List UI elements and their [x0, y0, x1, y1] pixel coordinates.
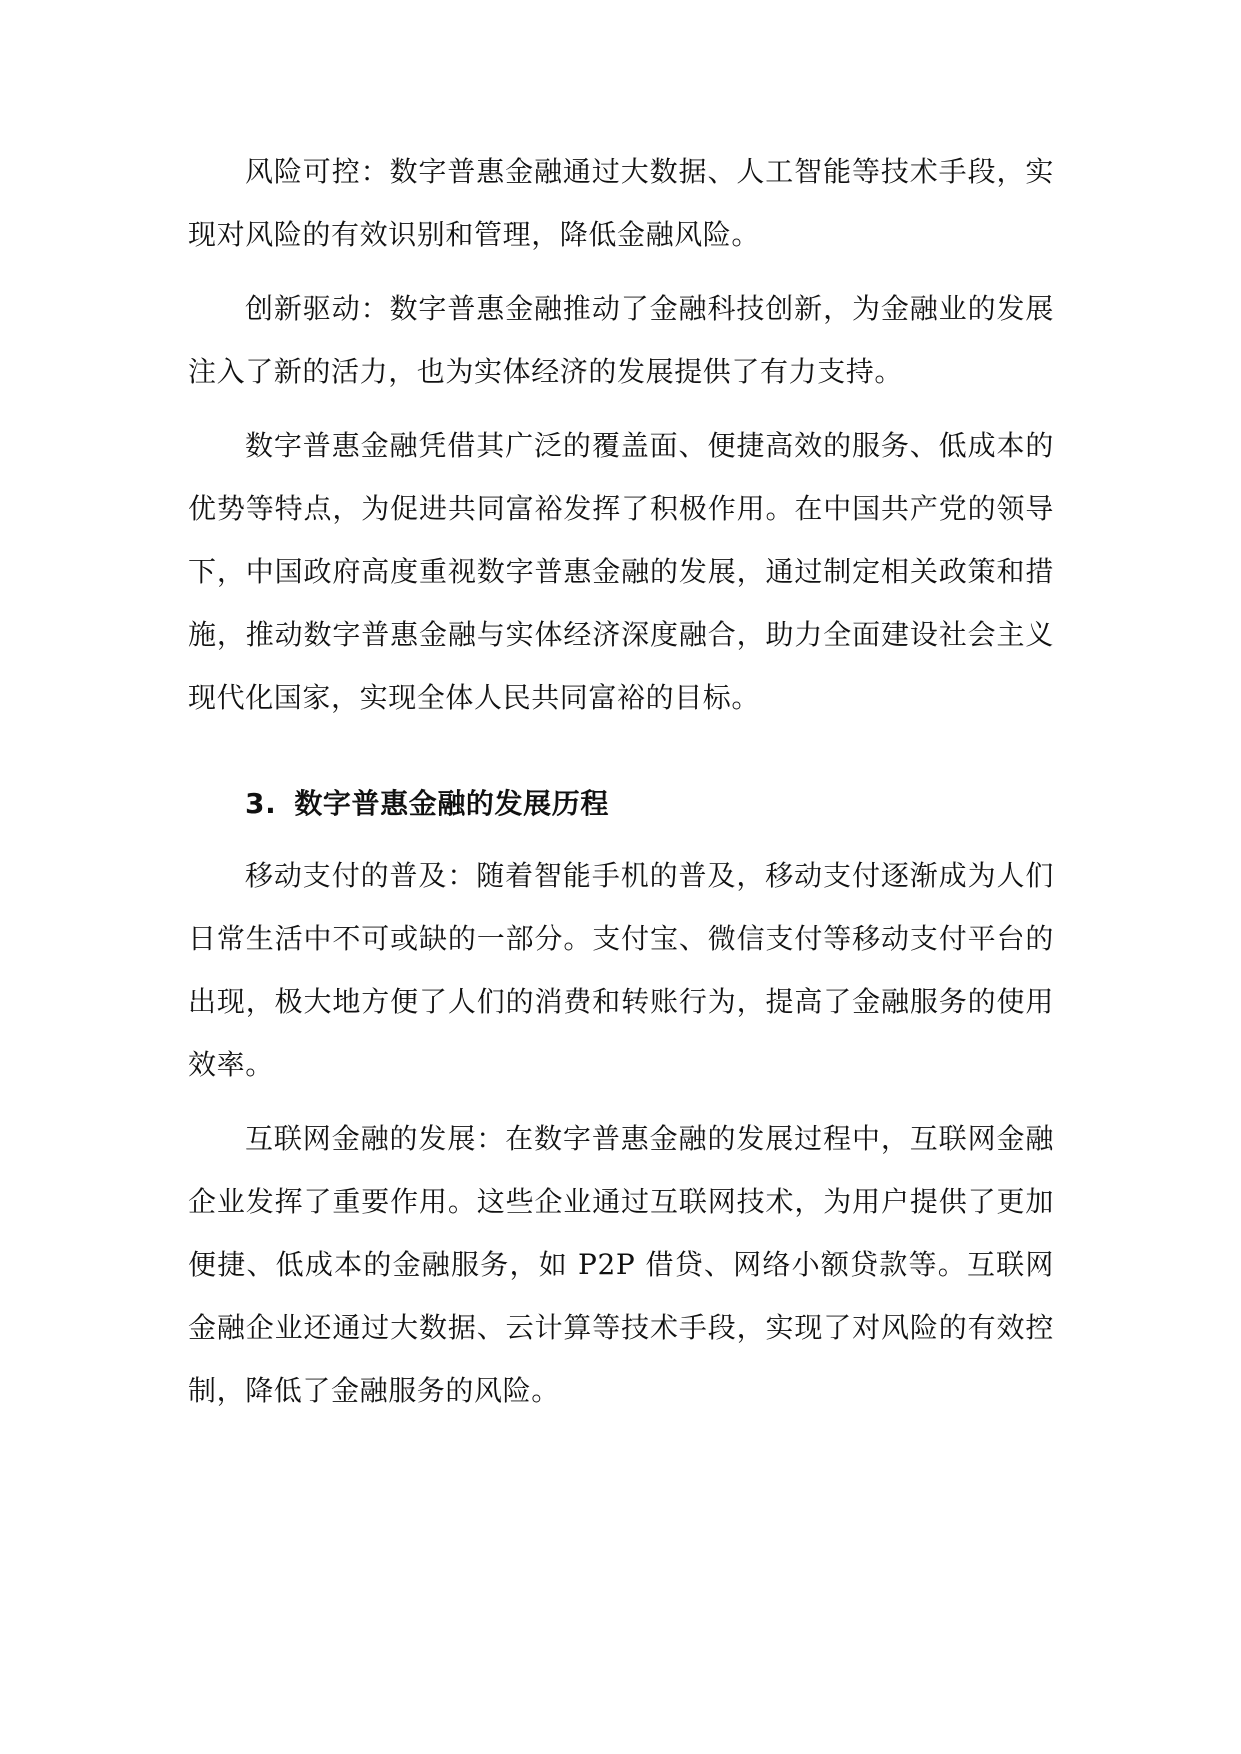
section-title: 数字普惠金融的发展历程: [294, 787, 609, 820]
section-heading: [188, 772, 1054, 835]
paragraph-internet-finance: 互联网金融的发展：在数字普惠金融的发展过程中，互联网金融企业发挥了重要作用。这些企业通过互联网技术，为用户提供了更加便捷、低成本的金融服务，如 P2P 借贷、网络小额贷款等。互联网金融企业还通过大数据、云计算等技术手段，实现了对风险的有效控制，降低了金融服务的风险。: [188, 1122, 1054, 1407]
paragraph-mobile-payment: 移动支付的普及：随着智能手机的普及，移动支付逐渐成为人们日常生活中不可或缺的一部分。支付宝、微信支付等移动支付平台的出现，极大地方便了人们的消费和转账行为，提高了金融服务的使用效率。: [188, 859, 1054, 1081]
paragraph-risk-control: 风险可控：数字普惠金融通过大数据、人工智能等技术手段，实现对风险的有效识别和管理，降低金融风险。: [188, 155, 1054, 251]
section-number: 3.: [245, 787, 277, 820]
paragraph-innovation-driven: 创新驱动：数字普惠金融推动了金融科技创新，为金融业的发展注入了新的活力，也为实体经济的发展提供了有力支持。: [188, 292, 1054, 388]
document-body: [188, 140, 1054, 1422]
paragraph-common-prosperity: 数字普惠金融凭借其广泛的覆盖面、便捷高效的服务、低成本的优势等特点，为促进共同富裕发挥了积极作用。在中国共产党的领导下，中国政府高度重视数字普惠金融的发展，通过制定相关政策和措施，推动数字普惠金融与实体经济深度融合，助力全面建设社会主义现代化国家，实现全体人民共同富裕的目标。: [188, 429, 1054, 714]
